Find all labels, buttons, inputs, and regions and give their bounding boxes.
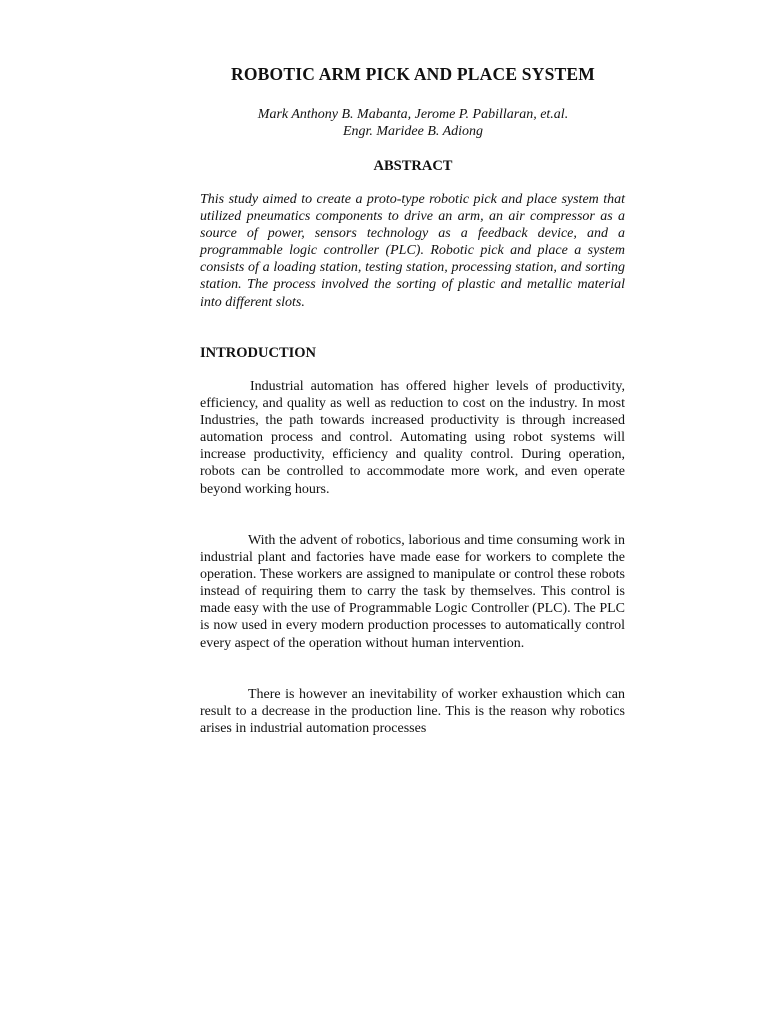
author-names: Mark Anthony B. Mabanta, Jerome P. Pabillaran, et.al.: [257, 107, 569, 122]
author-block: [0, 106, 768, 140]
advisor-name: Engr. Maridee B. Adiong: [342, 124, 484, 139]
paper-title: ROBOTIC ARM PICK AND PLACE SYSTEM: [231, 64, 595, 84]
introduction-heading: INTRODUCTION: [200, 345, 317, 361]
abstract-heading: ABSTRACT: [373, 158, 453, 174]
intro-paragraph-2: With the advent of robotics, laborious and time consuming work in industrial plant and factories have made ease for workers to complete the operation. These workers are assigned to manipulate or control these robots instead of requiring them to carry the task by themselves. This control is made easy with the use of Programmable Logic Controller (PLC). The PLC is now used in every modern production processes to automatically control every aspect of the operation without human intervention.: [200, 533, 625, 651]
intro-paragraph-1: Industrial automation has offered higher levels of productivity, efficiency, and quality as well as reduction to cost on the industry. In most Industries, the path towards increased productivity is through increased automation process and control. Automating using robot systems will increase productivity, efficiency and quality control. During operation, robots can be controlled to accommodate more work, and even operate beyond working hours.: [200, 379, 625, 497]
intro-paragraph-3: There is however an inevitability of worker exhaustion which can result to a decrease in the production line. This is the reason why robotics arises in industrial automation processes: [200, 687, 625, 737]
abstract-text: This study aimed to create a proto-type robotic pick and place system that utilized pneumatics components to drive an arm, an air compressor as a source of power, sensors technology as a feedback device, and a programmable logic controller (PLC). Robotic pick and place a system consists of a loading station, testing station, processing station, and sorting station. The process involved the sorting of plastic and metallic material into different slots.: [200, 192, 625, 310]
